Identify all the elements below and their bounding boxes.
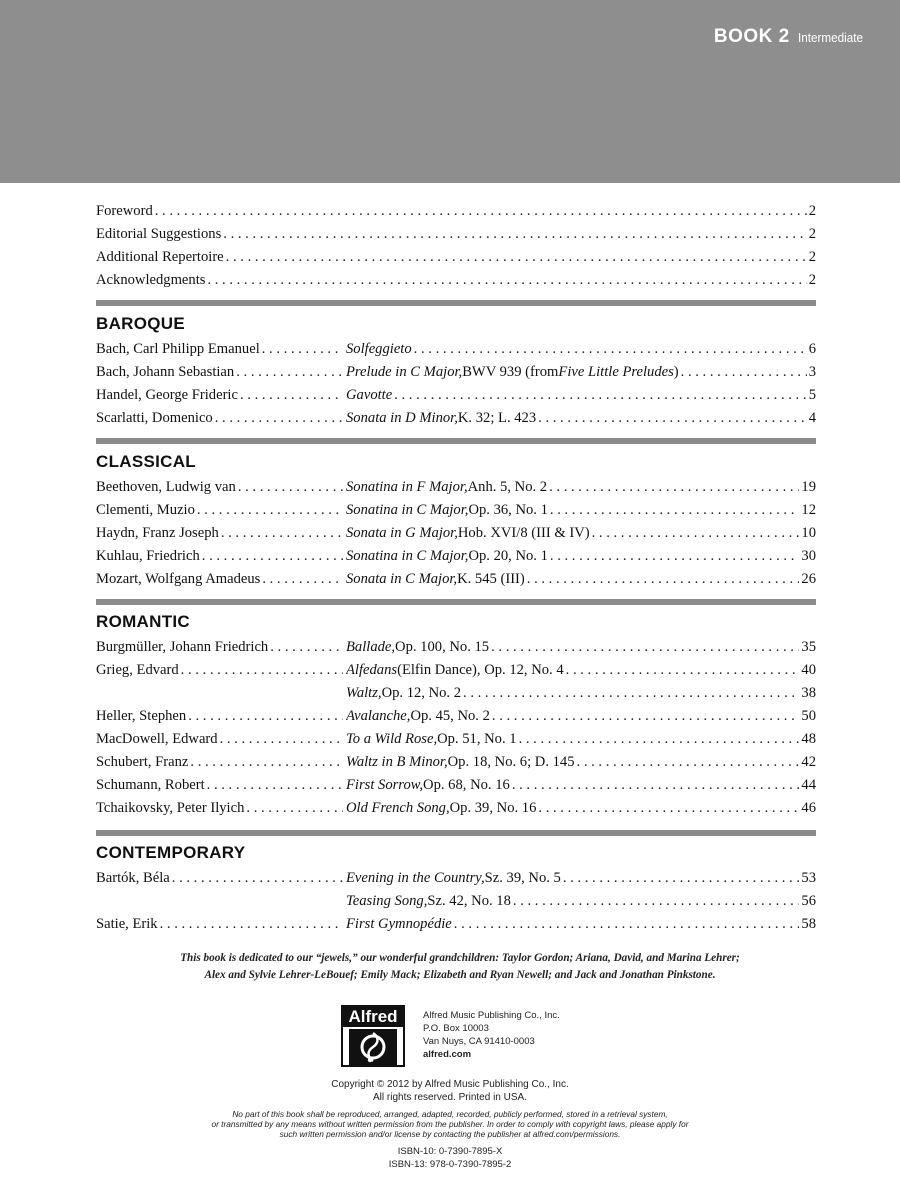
fine-print-line: No part of this book shall be reproduced, arranged, adapted, recorded, publicly performed, stored in a retrieval system, <box>232 1109 668 1119</box>
page-number: 40 <box>801 662 816 678</box>
section-title-contemporary: CONTEMPORARY <box>96 843 246 862</box>
work-title: Avalanche, <box>346 708 411 724</box>
work-title: First Sorrow, <box>346 777 424 793</box>
page-number: 10 <box>801 525 816 541</box>
toc-entry <box>96 499 816 522</box>
toc-entry <box>96 751 816 774</box>
isbn-13: ISBN-13: 978-0-7390-7895-2 <box>388 1159 512 1170</box>
work-detail: Op. 12, No. 2 <box>381 685 462 701</box>
copyright <box>100 1078 800 1104</box>
front-matter-row <box>96 223 816 246</box>
composer-name: Schumann, Robert <box>96 777 205 793</box>
work-detail: Sz. 42, No. 18 <box>427 893 511 909</box>
section-title-baroque: BAROQUE <box>96 314 185 333</box>
page-number: 56 <box>801 893 816 909</box>
page-number: 2 <box>808 272 816 288</box>
publisher-block <box>341 1005 641 1075</box>
toc-entry <box>96 636 816 659</box>
composer-name: Scarlatti, Domenico <box>96 410 213 426</box>
page-number: 38 <box>801 685 816 701</box>
composer-name: Bach, Johann Sebastian <box>96 364 235 380</box>
work-title: Old French Song, <box>346 800 450 816</box>
page-number: 2 <box>808 249 816 265</box>
work-detail: Anh. 5, No. 2 <box>467 479 548 495</box>
work-title: Waltz, <box>346 685 382 701</box>
copyright-line: All rights reserved. Printed in USA. <box>373 1092 527 1103</box>
section-romantic <box>96 636 816 820</box>
work-detail: Op. 100, No. 15 <box>395 639 490 655</box>
page-number: 6 <box>808 341 816 357</box>
work-detail: Op. 36, No. 1 <box>468 502 548 518</box>
treble-clef-icon <box>349 1029 397 1065</box>
toc-entry <box>96 361 816 384</box>
publisher-url[interactable]: alfred.com <box>423 1049 472 1060</box>
section-rule <box>96 830 816 836</box>
work-title: Alfedans <box>346 662 398 678</box>
front-matter-row <box>96 200 816 223</box>
page-number: 2 <box>808 226 816 242</box>
work-title: Sonata in C Major, <box>346 571 458 587</box>
page-number: 5 <box>808 387 816 403</box>
book-number: BOOK 2 <box>713 26 790 47</box>
dedication-line: This book is dedicated to our “jewels,” our wonderful grandchildren: Taylor Gordon; Ariana, David, and Marina Lehrer; <box>180 952 740 964</box>
fine-print-line: or transmitted by any means without written permission from the publisher. In order to comply with copyright laws, please apply for <box>211 1119 689 1129</box>
work-detail: Hob. XVI/8 (III & IV) <box>457 525 590 541</box>
toc-entry <box>96 545 816 568</box>
page-number: 3 <box>808 364 816 380</box>
composer-name: Satie, Erik <box>96 916 158 932</box>
work-detail-italic: Five Little Preludes <box>558 364 674 380</box>
work-title: Waltz in B Minor, <box>346 754 448 770</box>
section-contemporary <box>96 867 816 936</box>
composer-name: Clementi, Muzio <box>96 502 195 518</box>
section-title-romantic: ROMANTIC <box>96 612 190 631</box>
page-number: 48 <box>801 731 816 747</box>
page-number: 4 <box>808 410 816 426</box>
work-title: Evening in the Country, <box>346 870 485 886</box>
section-rule <box>96 438 816 444</box>
section-rule <box>96 599 816 605</box>
work-detail: (Elfin Dance), Op. 12, No. 4 <box>397 662 564 678</box>
composer-name: Handel, George Frideric <box>96 387 238 403</box>
page-number: 42 <box>801 754 816 770</box>
copyright-line: Copyright © 2012 by Alfred Music Publishing Co., Inc. <box>331 1079 569 1090</box>
fine-print <box>100 1109 800 1139</box>
section-classical <box>96 476 816 591</box>
front-matter <box>96 200 816 292</box>
section-rule <box>96 300 816 306</box>
work-detail: K. 32; L. 423 <box>457 410 537 426</box>
page-number: 46 <box>801 800 816 816</box>
toc-entry <box>96 522 816 545</box>
page-number: 50 <box>801 708 816 724</box>
composer-name: Haydn, Franz Joseph <box>96 525 219 541</box>
composer-name: Bartók, Béla <box>96 870 170 886</box>
work-detail: Op. 68, No. 16 <box>423 777 510 793</box>
page-number: 53 <box>801 870 816 886</box>
section-title-classical: CLASSICAL <box>96 452 196 471</box>
composer-name: Burgmüller, Johann Friedrich <box>96 639 269 655</box>
composer-name: Heller, Stephen <box>96 708 187 724</box>
toc-entry <box>96 659 816 682</box>
work-title: Ballade, <box>346 639 396 655</box>
dedication-line: Alex and Sylvie Lehrer-LeBouef; Emily Mack; Elizabeth and Ryan Newell; and Jack and Jonathan Pinkstone. <box>204 969 716 981</box>
composer-name: Schubert, Franz <box>96 754 189 770</box>
page-number: 35 <box>801 639 816 655</box>
work-detail: Sz. 39, No. 5 <box>484 870 561 886</box>
work-title: Sonatina in C Major, <box>346 502 469 518</box>
toc-entry <box>96 338 816 361</box>
isbn-block <box>100 1145 800 1171</box>
work-title: Solfeggieto <box>346 341 412 357</box>
front-matter-label: Foreword <box>96 203 153 219</box>
composer-name: Beethoven, Ludwig van <box>96 479 236 495</box>
work-detail: Op. 45, No. 2 <box>410 708 490 724</box>
work-title: Sonata in G Major, <box>346 525 458 541</box>
toc-entry <box>96 774 816 797</box>
toc-entry <box>96 682 816 705</box>
header-band <box>0 0 900 183</box>
book-level: Intermediate <box>797 30 863 45</box>
alfred-logo <box>341 1005 405 1067</box>
work-detail-close: ) <box>673 364 679 380</box>
toc-entry <box>96 568 816 591</box>
work-title: Sonatina in F Major, <box>346 479 468 495</box>
page-number: 12 <box>801 502 816 518</box>
toc-entry <box>96 797 816 820</box>
work-title: To a Wild Rose, <box>346 731 438 747</box>
toc-entry <box>96 728 816 751</box>
toc-entry <box>96 476 816 499</box>
work-title: Sonata in D Minor, <box>346 410 458 426</box>
front-matter-label: Acknowledgments <box>96 272 206 288</box>
toc-entry <box>96 384 816 407</box>
work-title: Teasing Song, <box>346 893 428 909</box>
page-number: 30 <box>801 548 816 564</box>
book-label <box>714 26 870 48</box>
work-detail: Op. 39, No. 16 <box>449 800 537 816</box>
fine-print-line: such written permission and/or license by contacting the publisher at alfred.com/permissions. <box>279 1129 621 1139</box>
composer-name: Kuhlau, Friedrich <box>96 548 200 564</box>
isbn-10: ISBN-10: 0-7390-7895-X <box>397 1146 503 1157</box>
composer-name: Bach, Carl Philipp Emanuel <box>96 341 260 357</box>
front-matter-label: Editorial Suggestions <box>96 226 222 242</box>
work-title: Gavotte <box>346 387 393 403</box>
toc-entry <box>96 913 816 936</box>
publisher-box: P.O. Box 10003 <box>423 1023 489 1034</box>
composer-name: Tchaikovsky, Peter Ilyich <box>96 800 245 816</box>
work-detail: Op. 18, No. 6; D. 145 <box>447 754 575 770</box>
work-detail: K. 545 (III) <box>457 571 525 587</box>
toc-entry <box>96 407 816 430</box>
composer-name: Grieg, Edvard <box>96 662 179 678</box>
publisher-city: Van Nuys, CA 91410-0003 <box>423 1036 535 1047</box>
page-number: 26 <box>801 571 816 587</box>
composer-name: MacDowell, Edward <box>96 731 218 747</box>
composer-name: Mozart, Wolfgang Amadeus <box>96 571 261 587</box>
work-title: Prelude in C Major, <box>346 364 463 380</box>
logo-wordmark: Alfred <box>343 1007 403 1027</box>
work-detail: Op. 51, No. 1 <box>437 731 517 747</box>
section-baroque <box>96 338 816 430</box>
publisher-address <box>423 1009 560 1061</box>
page-number: 2 <box>808 203 816 219</box>
toc-entry <box>96 867 816 890</box>
page-number: 19 <box>801 479 816 495</box>
work-detail: Op. 20, No. 1 <box>468 548 548 564</box>
page-number: 44 <box>801 777 816 793</box>
front-matter-label: Additional Repertoire <box>96 249 224 265</box>
work-title: Sonatina in C Major, <box>346 548 469 564</box>
front-matter-row <box>96 246 816 269</box>
page-number: 58 <box>801 916 816 932</box>
toc-entry <box>96 890 816 913</box>
dedication <box>60 950 860 984</box>
work-detail: BWV 939 (from <box>462 364 559 380</box>
work-title: First Gymnopédie <box>346 916 452 932</box>
toc-entry <box>96 705 816 728</box>
publisher-name: Alfred Music Publishing Co., Inc. <box>423 1010 560 1021</box>
front-matter-row <box>96 269 816 292</box>
